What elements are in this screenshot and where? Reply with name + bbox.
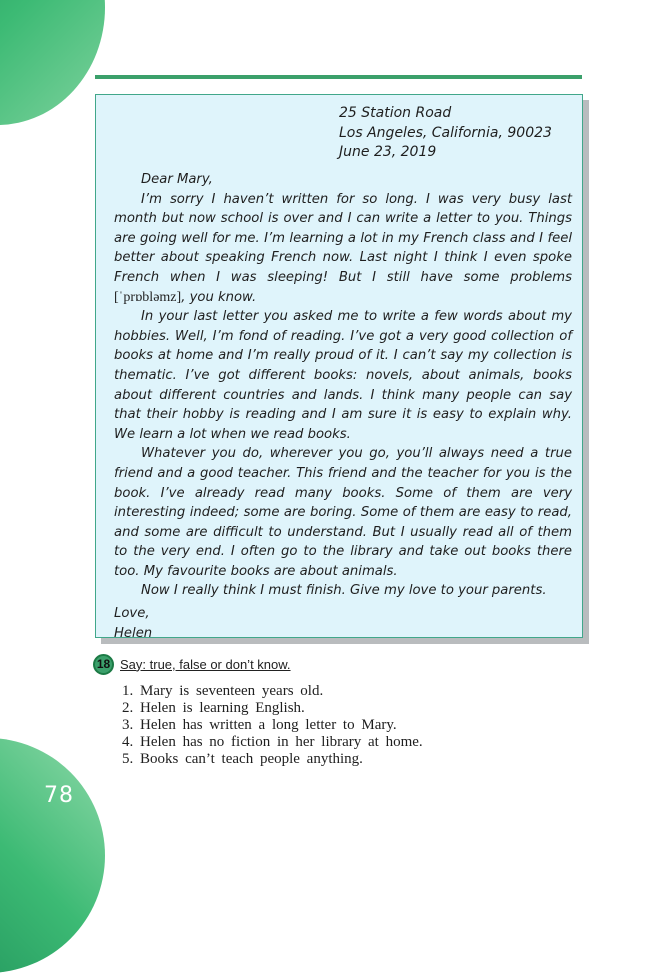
letter-greeting: Dear Mary, [141,172,213,187]
corner-decoration-top [0,0,105,125]
statement-item: 5. Books can’t teach people anything. [122,751,363,767]
exercise-instruction: Say: true, false or don’t know. [120,656,291,672]
page-number: 78 [44,783,74,808]
letter-address [339,104,552,163]
address-city: Los Angeles, California, 90023 [339,124,552,141]
paragraph-1-end: , you know. [181,289,257,305]
letter-paragraph-3: Whatever you do, wherever you go, you’ll always need a true friend and a good teacher. This friend and the teacher for you is the book. I’ve already read many books. Some of them are very interesting indeed; some are boring. Some of them are easy to read, and some are difficult to understand. But I usually read all of them to the very end. I often go to the library and take out books there too. My favourite books are about animals. [114,446,572,579]
paragraph-1-text: I’m sorry I haven’t written for so long. I was very busy last month but now school is over and I can write a letter to you. Things are going well for me. I’m learning a lot in my French class and I feel better about speaking French now. Last night I think I even spoke French when I was sleeping! But I still have some problems [114,191,572,285]
letter-body [114,170,572,643]
statement-item: 3. Helen has written a long letter to Mary. [122,717,397,733]
phonetic-transcription: [ˈprɒbləmz] [114,289,182,305]
letter-paragraph-4: Now I really think I must finish. Give my love to your parents. [141,583,547,599]
exercise-number-badge: 18 [93,654,114,675]
header-rule [95,75,582,79]
letter-signature: Helen [114,625,153,641]
letter-paragraph-1 [114,190,572,308]
letter-box [95,94,583,641]
statement-item: 1. Mary is seventeen years old. [122,683,324,699]
statement-item: 2. Helen is learning English. [122,700,305,716]
address-street: 25 Station Road [339,105,452,121]
exercise-header [93,652,291,676]
exercise-statements [122,683,423,768]
corner-decoration-bottom [0,738,105,973]
letter-date: June 23, 2019 [339,144,437,160]
letter-closing: Love, [114,606,150,622]
statement-item: 4. Helen has no fiction in her library at home. [122,734,423,750]
letter-paragraph-2: In your last letter you asked me to write a few words about my hobbies. Well, I’m fond of reading. I’ve got a very good collection of books at home and I’m really proud of it. I can’t say my collection is thematic. I’ve got different books: novels, about animals, books about different countries and lands. I think many people can say that their hobby is reading and I am sure it is easy to explain why. We learn a lot when we read books. [114,309,572,442]
